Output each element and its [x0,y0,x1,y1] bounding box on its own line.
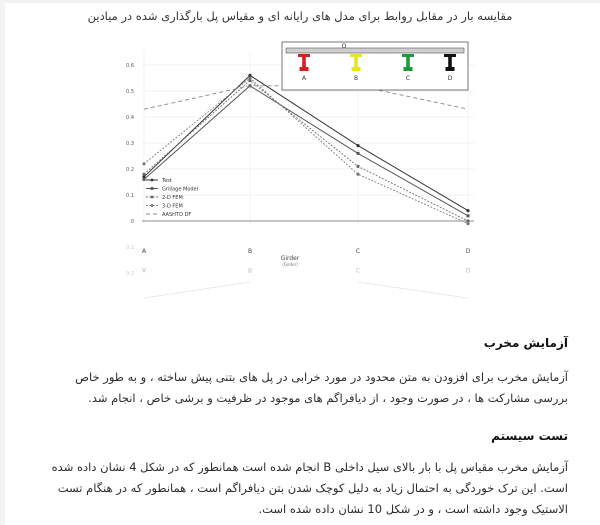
data-point [466,222,469,225]
y-tick-label: 0.3 [126,141,134,147]
girder-web [406,57,410,67]
girder-flange-top [350,54,362,57]
legend-marker [151,204,154,207]
figure-caption: مقایسه بار در مقابل روابط برای مدل های رایانه ای و مقیاس پل بارگذاری شده در میادین [87,9,513,23]
girder-label: D [447,75,453,82]
y-tick-label-negative: 0.1 [126,245,134,251]
x-axis-label: Girder [280,255,300,262]
y-tick-label: 0.6 [126,63,134,69]
data-point [466,209,469,212]
x-tick-label: D [465,248,471,255]
girder-flange-bottom [352,67,361,71]
legend-marker [151,187,154,190]
section-heading-system-test: تست سیستم [491,429,568,443]
figure-fade [118,296,492,320]
x-tick-label: B [247,248,253,255]
bridge-title: O [341,43,347,50]
page-left-edge [0,0,5,525]
section-paragraph-destructive-test: آزمایش مخرب برای افزودن به متن محدود در مورد خرابی در پل های بتنی پیش ساخته ، و به طور خاص بررسی مشارکت ها ، در صورت وجود ، از دیافراگم های موجود در ظرفیت و برشی خاص ، انجام شد. [75,370,568,405]
y-tick-label: 0.5 [126,89,134,95]
data-point [356,173,359,176]
data-point [467,214,470,217]
girder-label: C [405,75,411,82]
y-tick-label: 0.1 [126,193,134,199]
girder-flange-bottom [446,67,455,71]
girder-label: A [301,75,307,82]
chart-svg [118,32,492,320]
girder-web [354,57,358,67]
mirror-tick-label: B [247,266,253,273]
mirror-tick-label: D [465,266,471,273]
data-point [357,152,360,155]
data-point [356,144,359,147]
y-tick-label: 0.2 [126,167,134,173]
section-heading-destructive-test: آزمایش مخرب [483,336,568,350]
x-tick-label: A [141,248,147,255]
girder-flange-top [298,54,310,57]
girder-label: B [353,75,359,82]
x-axis-sublabel: (Girder) [282,262,298,267]
data-point [142,162,145,165]
y-tick-label: 0.4 [126,115,134,121]
mirror-tick-label: A [141,266,147,273]
legend-label: 2-D FEM [162,195,183,201]
x-tick-label: C [355,248,361,255]
y-tick-label: 0 [130,219,134,225]
legend-marker [151,179,154,182]
girder-flange-top [402,54,414,57]
legend-label: Grillage Model [162,186,199,193]
legend-label: 3-D FEM [162,203,183,210]
girder-flange-bottom [404,67,413,71]
figure-chart [118,32,492,320]
legend-marker [151,196,154,199]
girder-web [302,57,306,67]
data-point [142,173,145,176]
legend-label: AASHTO DF [162,212,192,218]
mirror-tick-label: C [355,266,361,273]
girder-web [448,57,452,67]
bridge-deck [286,48,464,53]
bridge-inset [282,42,468,90]
legend-label: Test [162,178,172,184]
girder-flange-top [444,54,456,57]
y-tick-label-negative: 0.2 [126,271,134,277]
page-top-edge [0,0,600,3]
girder-flange-bottom [300,67,309,71]
section-paragraph-system-test: آزمایش مخرب مقیاس پل با بار بالای سیل داخلی B انجام شده است همانطور که در شکل 4 نشان داده شده است. این ترک خوردگی به احتمال زیاد به دلیل کوچک شدن بتن دیافراگم است ، همانطور که در هنگام تست الاستیک وجود داشته است ، و در شکل 10 نشان داده شده است. [51,460,568,516]
data-point [248,76,251,79]
data-point [143,178,146,181]
data-point [356,165,359,168]
